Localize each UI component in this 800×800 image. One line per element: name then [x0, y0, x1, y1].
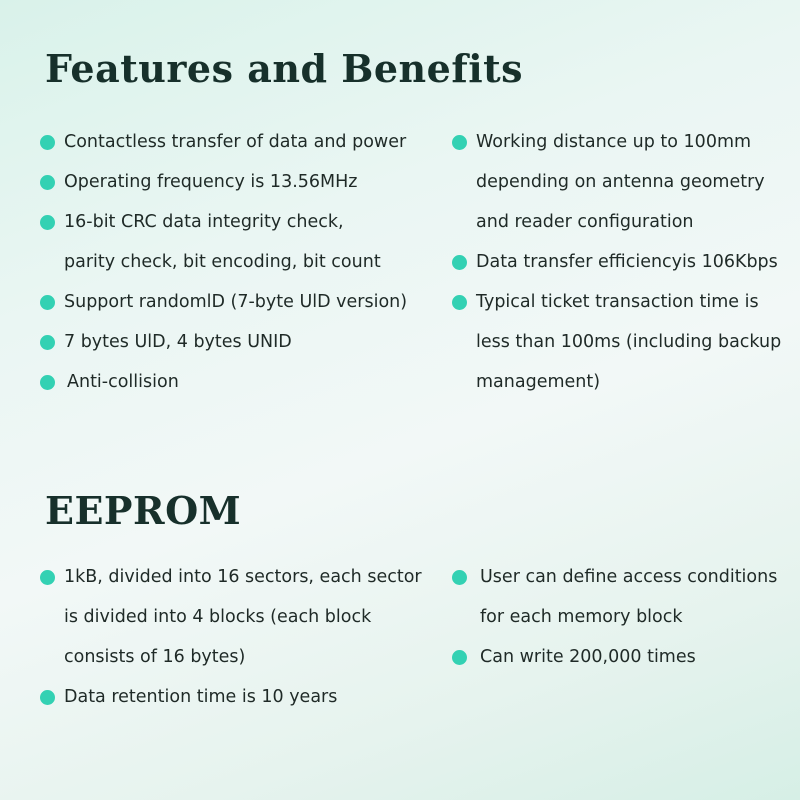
bullet-dot-icon	[452, 255, 467, 270]
list-item	[40, 162, 407, 202]
eeprom-left-list	[40, 557, 422, 717]
list-item	[452, 242, 781, 282]
list-item	[40, 202, 407, 282]
item-text: Data transfer efficiencyis 106Kbps	[476, 252, 778, 272]
bullet-dot-icon	[452, 570, 467, 585]
bullet-dot-icon	[40, 295, 55, 310]
features-right-list	[452, 122, 781, 402]
bullet-dot-icon	[40, 570, 55, 585]
list-item	[452, 282, 781, 402]
list-item	[40, 362, 407, 402]
eeprom-right-list	[452, 557, 777, 677]
bullet-dot-icon	[40, 690, 55, 705]
item-text: less than 100ms (including backup	[476, 332, 782, 352]
list-item	[40, 122, 407, 162]
bullet-dot-icon	[452, 650, 467, 665]
item-text: is divided into 4 blocks (each block	[64, 607, 372, 627]
list-item	[452, 122, 781, 242]
item-text: 16-bit CRC data integrity check,	[64, 212, 344, 232]
item-text: for each memory block	[480, 607, 683, 627]
list-item	[40, 677, 422, 717]
list-item	[40, 557, 422, 677]
item-text: Typical ticket transaction time is	[476, 292, 759, 312]
item-text: Contactless transfer of data and power	[64, 132, 407, 152]
list-item	[452, 637, 777, 677]
item-text: and reader configuration	[476, 212, 694, 232]
bullet-dot-icon	[452, 135, 467, 150]
item-text: Can write 200,000 times	[480, 647, 696, 667]
bullet-dot-icon	[40, 215, 55, 230]
item-text: 1kB, divided into 16 sectors, each sector	[64, 567, 422, 587]
list-item	[452, 557, 777, 637]
bullet-dot-icon	[40, 135, 55, 150]
item-text: consists of 16 bytes)	[64, 647, 246, 667]
item-text: Data retention time is 10 years	[64, 687, 338, 707]
features-heading: Features and Benefits	[45, 46, 524, 91]
item-text: Operating frequency is 13.56MHz	[64, 172, 358, 192]
item-text: management)	[476, 372, 601, 392]
item-text: depending on antenna geometry	[476, 172, 765, 192]
item-text: User can define access conditions	[480, 567, 778, 587]
features-left-list	[40, 122, 407, 402]
bullet-dot-icon	[40, 375, 55, 390]
list-item	[40, 322, 407, 362]
item-text: Support randomlD (7-byte UlD version)	[64, 292, 408, 312]
item-text: 7 bytes UlD, 4 bytes UNID	[64, 332, 292, 352]
item-text: parity check, bit encoding, bit count	[64, 252, 381, 272]
bullet-dot-icon	[40, 175, 55, 190]
item-text: Anti-collision	[67, 372, 179, 392]
eeprom-heading: EEPROM	[45, 488, 242, 533]
list-item	[40, 282, 407, 322]
bullet-dot-icon	[40, 335, 55, 350]
bullet-dot-icon	[452, 295, 467, 310]
item-text: Working distance up to 100mm	[476, 132, 752, 152]
